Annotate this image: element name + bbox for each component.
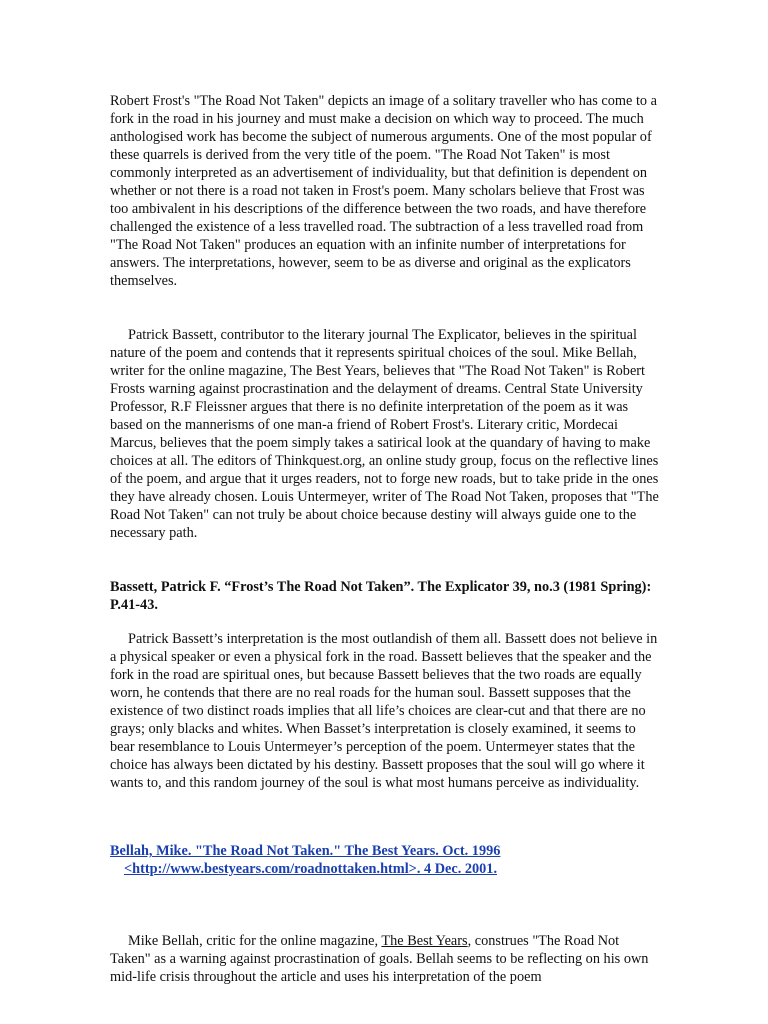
bellah-text-after: , construes "The Road Not Taken" as a warning against procrastination of goals. Bellah seems to be reflecting on his own mid-life crisis throughout the article and uses his interpretation of the poem	[110, 933, 649, 985]
bassett-citation: Bassett, Patrick F. “Frost’s The Road Not Taken”. The Explicator 39, no.3 (1981 Spring): P.41-43.	[110, 579, 652, 613]
magazine-title: The Best Years	[381, 933, 468, 949]
bellah-citation-line2: <http://www.bestyears.com/roadnottaken.html>. 4 Dec. 2001.	[124, 861, 498, 877]
summary-paragraph: Patrick Bassett, contributor to the literary journal The Explicator, believes in the spiritual nature of the poem and contends that it represents spiritual choices of the soul. Mike Bellah, writer for the online magazine, The Best Years, believes that "The Road Not Taken" is Robert Frosts warning against procrastination and the delayment of dreams. Central State University Professor, R.F Fleissner argues that there is no definite interpretation of the poem as it was based on the mannerisms of one man-a friend of Robert Frost's. Literary critic, Mordecai Marcus, believes that the poem simply takes a satirical look at the quandary of having to make choices at all. The editors of Thinkquest.org, an online study group, focus on the reflective lines of the poem, and argue that it urges readers, not to forge new roads, but to take pride in the ones they have already chosen. Louis Untermeyer, writer of The Road Not Taken, proposes that "The Road Not Taken" can not truly be about choice because destiny will always guide one to the necessary path.	[110, 327, 659, 541]
bellah-citation-line1: Bellah, Mike. "The Road Not Taken." The Best Years. Oct. 1996	[110, 843, 501, 859]
bellah-paragraph	[110, 932, 660, 986]
bellah-citation-link[interactable]	[110, 842, 660, 878]
bassett-paragraph: Patrick Bassett’s interpretation is the most outlandish of them all. Bassett does not believe in a physical speaker or even a physical fork in the road. Bassett believes that the speaker and the fork in the road are spiritual ones, but because Bassett believes that the two roads are equally worn, he contends that there are no real roads for the human soul. Bassett supposes that the existence of two distinct roads implies that all life’s choices are clear-cut and that there are no grays; only blacks and whites. When Basset’s interpretation is closely examined, it seems to bear resemblance to Louis Untermeyer’s perception of the poem. Untermeyer states that the choice has always been dictated by his destiny. Bassett proposes that the soul will go where it wants to, and this random journey of the soul is what most humans perceive as individuality.	[110, 631, 658, 791]
intro-paragraph: Robert Frost's "The Road Not Taken" depicts an image of a solitary traveller who has come to a fork in the road in his journey and must make a decision on which way to proceed. The much anthologised work has become the subject of numerous arguments. One of the most popular of these quarrels is derived from the very title of the poem. "The Road Not Taken" is most commonly interpreted as an advertisement of individuality, but that definition is dependent on whether or not there is a road not taken in Frost's poem. Many scholars believe that Frost was too ambivalent in his descriptions of the difference between the two roads, and have therefore challenged the existence of a less travelled road. The subtraction of a less travelled road from "The Road Not Taken" produces an equation with an infinite number of interpretations for answers. The interpretations, however, seem to be as diverse and original as the explicators themselves.	[110, 93, 657, 289]
bellah-text-before: Mike Bellah, critic for the online magazine,	[128, 933, 382, 949]
